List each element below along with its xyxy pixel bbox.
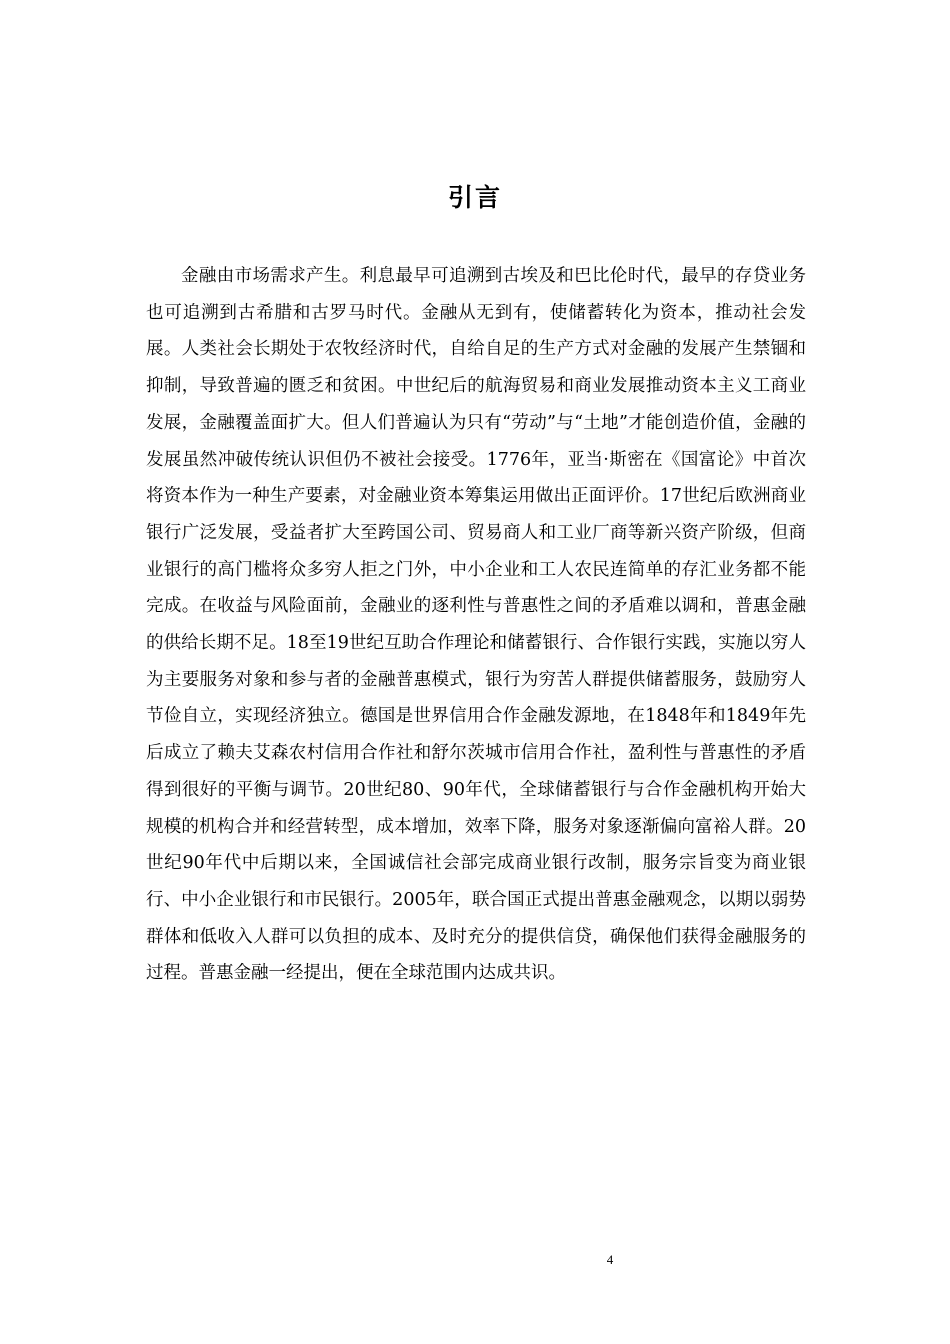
page-number: 4 bbox=[606, 1252, 614, 1267]
body-paragraph: 金融由市场需求产生。利息最早可追溯到古埃及和巴比伦时代，最早的存贷业务也可追溯到古希腊和古罗马时代。金融从无到有，使储蓄转化为资本，推动社会发展。人类社会长期处于农牧经济时代，自给自足的生产方式对金融的发展产生禁锢和抑制，导致普遍的匮乏和贫困。中世纪后的航海贸易和商业发展推动资本主义工商业发展，金融覆盖面扩大。但人们普遍认为只有“劳动”与“土地”才能创造价值，金融的发展虽然冲破传统认识但仍不被社会接受。1776年，亚当·斯密在《国富论》中首次将资本作为一种生产要素，对金融业资本筹集运用做出正面评价。17世纪后欧洲商业银行广泛发展，受益者扩大至跨国公司、贸易商人和工业厂商等新兴资产阶级，但商业银行的高门槛将众多穷人拒之门外，中小企业和工人农民连简单的存汇业务都不能完成。在收益与风险面前，金融业的逐利性与普惠性之间的矛盾难以调和，普惠金融的供给长期不足。18至19世纪互助合作理论和储蓄银行、合作银行实践，实施以穷人为主要服务对象和参与者的金融普惠模式，银行为穷苦人群提供储蓄服务，鼓励穷人节俭自立，实现经济独立。德国是世界信用合作金融发源地，在1848年和1849年先后成立了赖夫艾森农村信用合作社和舒尔茨城市信用合作社，盈利性与普惠性的矛盾得到很好的平衡与调节。20世纪80、90年代，全球储蓄银行与合作金融机构开始大规模的机构合并和经营转型，成本增加，效率下降，服务对象逐渐偏向富裕人群。20世纪90年代中后期以来，全国诚信社会部完成商业银行改制，服务宗旨变为商业银行、中小企业银行和市民银行。2005年，联合国正式提出普惠金融观念，以期以弱势群体和低收入人群可以负担的成本、及时充分的提供信贷，确保他们获得金融服务的过程。普惠金融一经提出，便在全球范围内达成共识。 bbox=[146, 266, 806, 984]
page-title: 引言 bbox=[447, 183, 502, 212]
